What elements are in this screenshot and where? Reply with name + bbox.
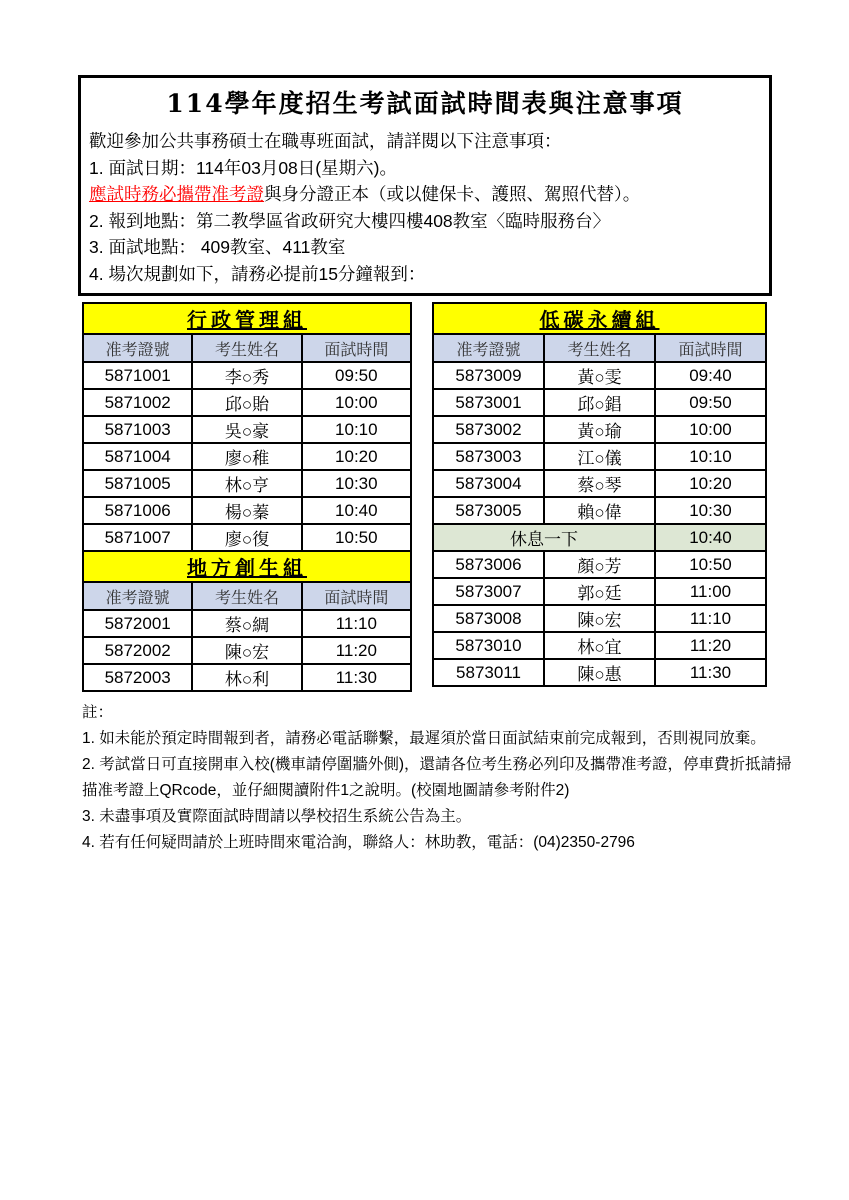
group-title-row	[83, 303, 411, 334]
col-header-name: 考生姓名	[544, 334, 655, 362]
candidate-name: 陳○宏	[192, 637, 301, 664]
table-row	[433, 497, 766, 524]
page-title: 114學年度招生考試面試時間表與注意事項	[166, 89, 684, 118]
candidate-id: 5872001	[83, 610, 192, 637]
candidate-id: 5872003	[83, 664, 192, 691]
candidate-id: 5873001	[433, 389, 544, 416]
interview-time: 11:10	[302, 610, 411, 637]
break-row	[433, 524, 766, 551]
candidate-id: 5872002	[83, 637, 192, 664]
col-header-id: 准考證號	[433, 334, 544, 362]
table-row	[83, 524, 411, 551]
interview-time: 11:30	[302, 664, 411, 691]
table-row	[83, 389, 411, 416]
candidate-id: 5873008	[433, 605, 544, 632]
table-row	[433, 443, 766, 470]
col-header-id: 准考證號	[83, 334, 192, 362]
table-row	[83, 443, 411, 470]
table-row	[433, 416, 766, 443]
notice-item-checkin-location: 2. 報到地點：第二教學區省政研究大樓四樓408教室〈臨時服務台〉	[89, 210, 611, 231]
warning-red-text: 應試時務必攜帶准考證	[89, 184, 264, 204]
col-header-id: 准考證號	[83, 582, 192, 610]
table-row	[83, 470, 411, 497]
candidate-id: 5871002	[83, 389, 192, 416]
table-row	[433, 578, 766, 605]
column-header-row	[83, 582, 411, 610]
break-time: 10:40	[655, 524, 766, 551]
interview-time: 10:10	[655, 443, 766, 470]
candidate-name: 顏○芳	[544, 551, 655, 578]
interview-time: 10:10	[302, 416, 411, 443]
candidate-id: 5871003	[83, 416, 192, 443]
interview-time: 11:30	[655, 659, 766, 686]
col-header-time: 面試時間	[302, 582, 411, 610]
table-row	[83, 416, 411, 443]
footer-note-4: 4. 若有任何疑問請於上班時間來電洽詢，聯絡人：林助教，電話：(04)2350-2796	[82, 834, 635, 851]
column-header-row	[433, 334, 766, 362]
candidate-name: 賴○偉	[544, 497, 655, 524]
candidate-name: 陳○惠	[544, 659, 655, 686]
candidate-id: 5873011	[433, 659, 544, 686]
interview-time: 10:30	[302, 470, 411, 497]
group-title-row	[83, 551, 411, 582]
candidate-id: 5871007	[83, 524, 192, 551]
table-row	[433, 551, 766, 578]
candidate-name: 林○宜	[544, 632, 655, 659]
candidate-name: 林○亨	[192, 470, 301, 497]
group-title-local-dev: 地方創生組	[83, 551, 411, 582]
candidate-id: 5871006	[83, 497, 192, 524]
notice-item-schedule: 4. 場次規劃如下，請務必提前15分鐘報到：	[89, 263, 426, 284]
notice-box	[78, 75, 772, 296]
interview-time: 10:20	[302, 443, 411, 470]
candidate-id: 5871001	[83, 362, 192, 389]
notice-item-warning	[89, 181, 761, 208]
interview-time: 11:20	[302, 637, 411, 664]
candidate-id: 5873010	[433, 632, 544, 659]
notice-item-interview-location: 3. 面試地點： 409教室、411教室	[89, 237, 346, 257]
interview-time: 11:10	[655, 605, 766, 632]
candidate-name: 林○利	[192, 664, 301, 691]
interview-time: 09:40	[655, 362, 766, 389]
group-title-row	[433, 303, 766, 334]
warning-rest-text: 與身分證正本（或以健保卡、護照、駕照代替）。	[264, 184, 641, 204]
footer-label: 註：	[82, 704, 114, 721]
candidate-id: 5873002	[433, 416, 544, 443]
candidate-id: 5873004	[433, 470, 544, 497]
table-row	[83, 610, 411, 637]
table-row	[433, 362, 766, 389]
candidate-name: 廖○稚	[192, 443, 301, 470]
candidate-name: 廖○復	[192, 524, 301, 551]
interview-time: 10:00	[302, 389, 411, 416]
interview-time: 09:50	[655, 389, 766, 416]
candidate-id: 5873003	[433, 443, 544, 470]
table-row	[83, 637, 411, 664]
candidate-name: 黃○瑜	[544, 416, 655, 443]
right-table-column	[432, 302, 767, 687]
group-title-low-carbon: 低碳永續組	[433, 303, 766, 334]
table-low-carbon	[432, 302, 767, 687]
candidate-name: 吳○豪	[192, 416, 301, 443]
col-header-time: 面試時間	[302, 334, 411, 362]
col-header-time: 面試時間	[655, 334, 766, 362]
candidate-id: 5873009	[433, 362, 544, 389]
candidate-name: 黃○雯	[544, 362, 655, 389]
table-row	[433, 605, 766, 632]
notice-intro: 歡迎參加公共事務碩士在職專班面試，請詳閱以下注意事項：	[89, 131, 562, 151]
candidate-id: 5873007	[433, 578, 544, 605]
footer-note-2: 2. 考試當日可直接開車入校(機車請停圍牆外側)，還請各位考生務必列印及攜帶准考證，停車費折抵請掃描准考證上QRcode，並仔細閱讀附件1之說明。(校園地圖請參考附件2)	[82, 756, 792, 799]
interview-time: 10:50	[302, 524, 411, 551]
interview-time: 11:00	[655, 578, 766, 605]
candidate-name: 江○儀	[544, 443, 655, 470]
candidate-id: 5871004	[83, 443, 192, 470]
candidate-name: 郭○廷	[544, 578, 655, 605]
interview-time: 10:20	[655, 470, 766, 497]
table-row	[83, 664, 411, 691]
table-row	[83, 362, 411, 389]
break-label: 休息一下	[433, 524, 655, 551]
footer-note-1: 1. 如未能於預定時間報到者，請務必電話聯繫，最遲須於當日面試結束前完成報到，否則視同放棄。	[82, 730, 766, 747]
interview-time: 10:30	[655, 497, 766, 524]
col-header-name: 考生姓名	[192, 334, 301, 362]
interview-time: 10:40	[302, 497, 411, 524]
table-admin-management	[82, 302, 412, 692]
group-title-admin: 行政管理組	[83, 303, 411, 334]
interview-time: 10:00	[655, 416, 766, 443]
interview-time: 09:50	[302, 362, 411, 389]
table-row	[433, 632, 766, 659]
footer-note-3: 3. 未盡事項及實際面試時間請以學校招生系統公告為主。	[82, 808, 472, 825]
candidate-name: 邱○錩	[544, 389, 655, 416]
col-header-name: 考生姓名	[192, 582, 301, 610]
schedule-tables	[82, 302, 767, 692]
candidate-name: 李○秀	[192, 362, 301, 389]
candidate-name: 蔡○琴	[544, 470, 655, 497]
table-row	[433, 389, 766, 416]
left-table-column	[82, 302, 412, 692]
footer-notes	[82, 700, 798, 856]
column-header-row	[83, 334, 411, 362]
table-row	[433, 659, 766, 686]
candidate-name: 蔡○綢	[192, 610, 301, 637]
candidate-name: 邱○貽	[192, 389, 301, 416]
table-row	[83, 497, 411, 524]
interview-time: 10:50	[655, 551, 766, 578]
notice-item-date: 1. 面試日期：114年03月08日(星期六)。	[89, 157, 397, 178]
table-row	[433, 470, 766, 497]
candidate-id: 5873006	[433, 551, 544, 578]
candidate-id: 5871005	[83, 470, 192, 497]
interview-time: 11:20	[655, 632, 766, 659]
candidate-name: 楊○蓁	[192, 497, 301, 524]
candidate-name: 陳○宏	[544, 605, 655, 632]
candidate-id: 5873005	[433, 497, 544, 524]
